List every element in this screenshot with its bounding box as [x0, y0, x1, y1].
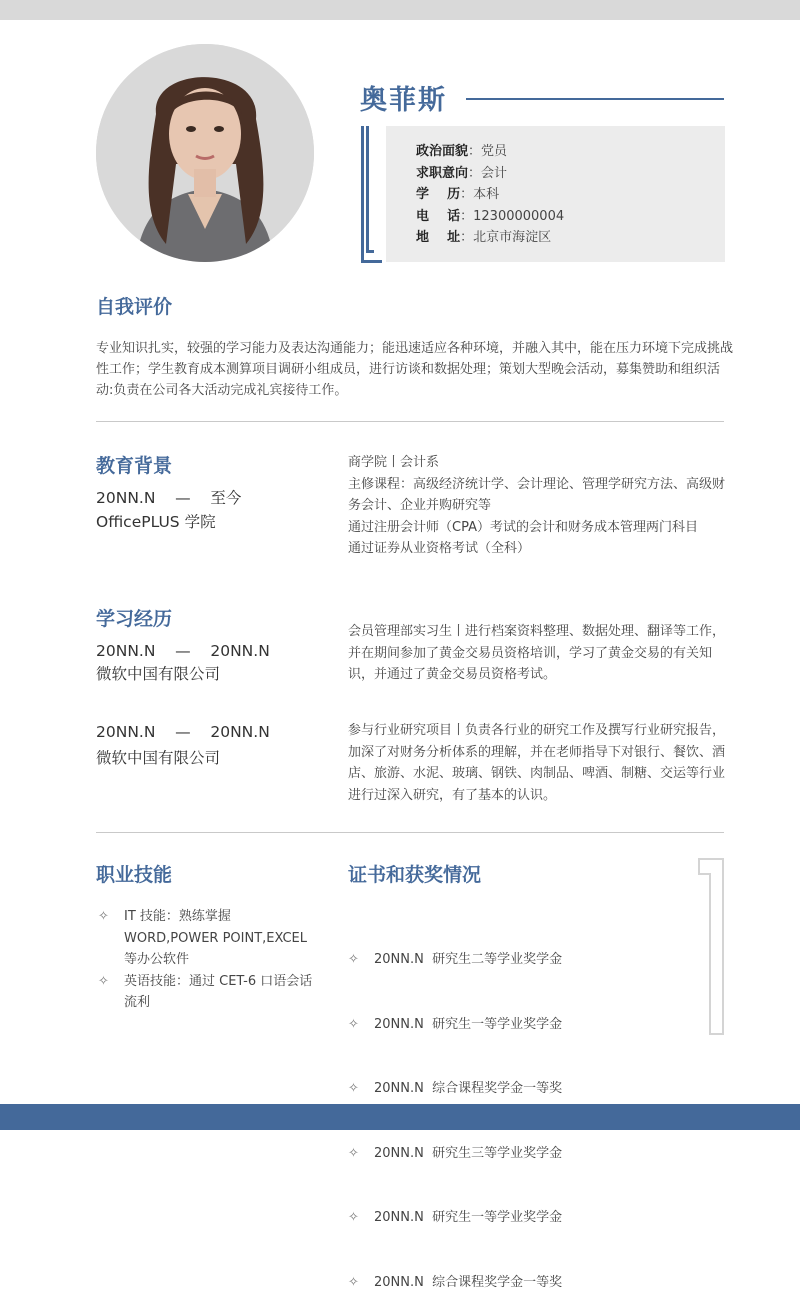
education-detail-line: 主修课程：高级经济统计学、会计理论、管理学研究方法、高级财务会计、企业并购研究等: [348, 476, 726, 513]
list-item: [98, 971, 320, 1014]
bottom-bar: [0, 1104, 800, 1130]
skill-text: IT 技能：熟练掌握 WORD,POWER POINT,EXCEL 等办公软件: [124, 909, 307, 967]
self-eval-title: 自我评价: [96, 296, 173, 318]
study-title: 学习经历: [96, 608, 173, 630]
info-row-political: [416, 141, 564, 163]
info-value: 本科: [473, 187, 500, 202]
study-org: 微软中国有限公司: [96, 665, 221, 683]
list-item: [348, 949, 678, 971]
award-text: 20NN.N 综合课程奖学金一等奖: [374, 1081, 563, 1096]
award-text: 20NN.N 研究生三等学业奖学金: [374, 1145, 563, 1161]
award-text: 20NN.N 研究生二等学业奖学金: [374, 952, 563, 967]
self-eval-text: 专业知识扎实，较强的学习能力及表达沟通能力；能迅速适应各种环境，并融入其中，能在压力环境下完成挑战性工作；学生教育成本测算项目调研小组成员，进行访谈和数据处理；策划大型晚会活动，募集赞助和组织活动:负责在公司各大活动完成礼宾接待工作。: [96, 341, 734, 398]
info-separator: ：: [460, 208, 474, 224]
diamond-bullet-icon: ✧: [98, 909, 109, 924]
list-item: [348, 1143, 678, 1165]
info-label: 求职意向: [416, 165, 469, 181]
skills-title: 职业技能: [96, 864, 173, 886]
info-separator: ：: [468, 144, 482, 159]
info-label: 学 历: [416, 187, 461, 202]
info-value: 党员: [481, 144, 508, 159]
diamond-bullet-icon: ✧: [348, 952, 359, 967]
info-row-phone: [416, 206, 564, 228]
education-detail-line: 通过注册会计师（CPA）考试的会计和财务成本管理两门科目: [348, 519, 698, 535]
number-one-decoration: [698, 858, 726, 1036]
candidate-name: 奥菲斯: [360, 85, 447, 116]
education-school: OfficePLUS 学院: [96, 513, 216, 531]
study-desc: 会员管理部实习生丨进行档案资料整理、数据处理、翻译等工作，并在期间参加了黄金交易员资格培训，学习了黄金交易的有关知识，并通过了黄金交易员资格考试。: [348, 624, 726, 682]
education-title: 教育背景: [96, 455, 173, 477]
diamond-bullet-icon: ✧: [98, 973, 109, 989]
skill-text: 英语技能：通过 CET-6 口语会话流利: [124, 973, 313, 1010]
award-text: 20NN.N 研究生一等学业奖学金: [374, 1210, 563, 1225]
list-item: [348, 1078, 678, 1100]
portrait-illustration: [96, 44, 314, 262]
bracket-inner-decoration: [366, 126, 374, 253]
education-detail-line: 通过证券从业资格考试（全科）: [348, 541, 531, 556]
awards-title: 证书和获奖情况: [348, 864, 482, 886]
info-separator: ：: [460, 187, 474, 202]
profile-photo: [96, 44, 314, 262]
list-item: [98, 906, 320, 971]
info-value: 会计: [481, 165, 508, 181]
list-item: [348, 1207, 678, 1229]
study-period: 20NN.N — 20NN.N: [96, 723, 270, 741]
divider: [96, 421, 724, 422]
diamond-bullet-icon: ✧: [348, 1274, 359, 1290]
info-row-address: [416, 227, 564, 249]
personal-info-list: [416, 141, 564, 249]
award-text: 20NN.N 研究生一等学业奖学金: [374, 1016, 563, 1032]
info-label: 地 址: [416, 230, 461, 245]
award-text: 20NN.N 综合课程奖学金一等奖: [374, 1274, 563, 1290]
info-label: 政治面貌: [416, 144, 469, 159]
study-period: 20NN.N — 20NN.N: [96, 642, 270, 660]
info-row-intention: [416, 163, 564, 185]
education-detail-line: 商学院丨会计系: [348, 455, 440, 470]
info-separator: ：: [468, 165, 482, 181]
diamond-bullet-icon: ✧: [348, 1081, 359, 1096]
list-item: [348, 1272, 678, 1294]
info-value: 12300000004: [473, 208, 565, 224]
diamond-bullet-icon: ✧: [348, 1016, 359, 1032]
info-value: 北京市海淀区: [473, 230, 552, 245]
study-org: 微软中国有限公司: [96, 749, 221, 767]
top-bar: [0, 0, 800, 20]
info-row-education: [416, 184, 564, 206]
info-separator: ：: [460, 230, 474, 245]
info-label: 电 话: [416, 208, 461, 224]
divider: [96, 832, 724, 833]
list-item: [348, 1014, 678, 1036]
name-underline: [466, 98, 724, 100]
education-details: [348, 452, 728, 560]
skills-list: [98, 906, 320, 1014]
diamond-bullet-icon: ✧: [348, 1210, 359, 1225]
education-period: 20NN.N — 至今: [96, 489, 242, 507]
diamond-bullet-icon: ✧: [348, 1145, 359, 1161]
study-desc: 参与行业研究项目丨负责各行业的研究工作及撰写行业研究报告，加深了对财务分析体系的理解，并在老师指导下对银行、餐饮、酒店、旅游、水泥、玻璃、钢铁、肉制品、啤酒、制糖、交运等行业进行过深入研究，有了基本的认识。: [348, 723, 726, 803]
